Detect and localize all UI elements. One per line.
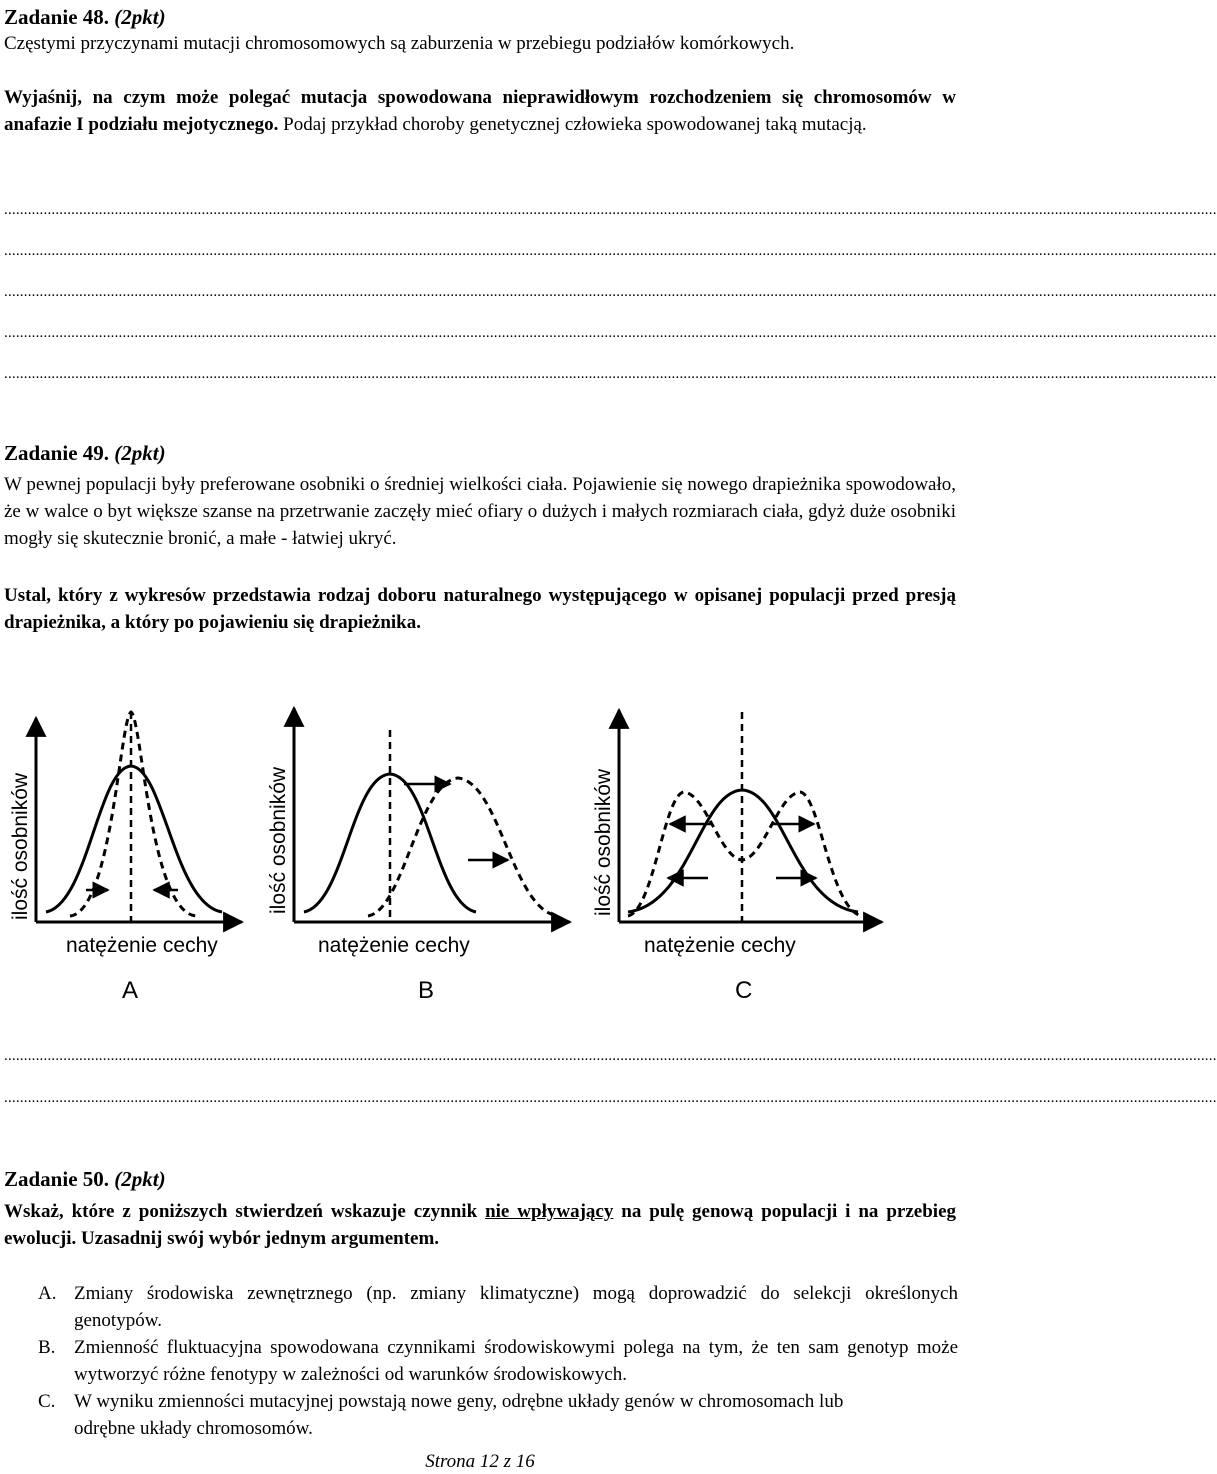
graph-letter: C	[735, 977, 753, 1004]
task-title-text: Zadanie 50.	[4, 1167, 110, 1191]
option-letter: B.	[38, 1337, 56, 1358]
option-text: Zmiany środowiska zewnętrznego (np. zmiany klimatyczne) mogą doprowadzić do selekcji określonych genotypów.	[74, 1283, 958, 1331]
option-letter: A.	[38, 1283, 57, 1304]
task-49-title	[4, 440, 166, 466]
task-points: (2pkt)	[114, 5, 166, 29]
answer-line[interactable]: ...................................................................................................................................................................................................................................................................................................................	[4, 1090, 1217, 1106]
option-text: Zmienność fluktuacyjna spowodowana czynnikami środowiskowymi polega na tym, że ten sam genotyp może wytworzyć różne fenotypy w zależności od warunków środowiskowych.	[74, 1337, 958, 1385]
question-part-pre: Wskaż, które z poniższych stwierdzeń wskazuje czynnik	[4, 1201, 478, 1222]
graph-letter: B	[418, 977, 435, 1004]
task-49-text	[4, 471, 956, 552]
x-axis-label: natężenie cechy	[644, 934, 796, 957]
answer-line[interactable]: ...................................................................................................................................................................................................................................................................................................................	[4, 284, 1217, 300]
question-part-post: na pulę genową populacji i na przebieg ewolucji.	[4, 1201, 957, 1249]
graph-letter: A	[122, 977, 139, 1004]
task-50-question	[4, 1198, 956, 1252]
task-48-question	[4, 84, 956, 138]
narrowed-curve	[70, 712, 196, 916]
text-part-2: Pojawienie się nowego drapieżnika spowodowało, że w walce o byt większe szanse na przetrwanie zaczęły mieć ofiary o dużych i małych rozmiarach ciała, gdyż duże osobniki mogły się skutecznie bronić, a małe - łatwiej ukryć.	[4, 474, 957, 549]
selection-graphs	[0, 690, 960, 1010]
task-points: (2pkt)	[114, 1167, 166, 1191]
y-axis-label: ilość osobników	[267, 766, 290, 914]
task-title-text: Zadanie 48.	[4, 5, 110, 29]
distribution-curve	[46, 766, 222, 912]
question-part-b: Podaj przykład choroby genetycznej człowieka spowodowanej taką mutacją.	[283, 114, 867, 135]
page-number: Strona 12 z 16	[425, 1451, 535, 1472]
shifted-curve	[368, 778, 558, 916]
answer-line[interactable]: ...................................................................................................................................................................................................................................................................................................................	[4, 202, 1217, 218]
graph-b	[267, 708, 570, 1004]
question-part-b: Uzasadnij swój wybór jednym argumentem.	[81, 1228, 440, 1249]
graph-a	[9, 712, 242, 1004]
text-part-1: W pewnej populacji były preferowane osobniki o średniej wielkości ciała.	[4, 474, 568, 495]
answer-line[interactable]: ...................................................................................................................................................................................................................................................................................................................	[4, 366, 1217, 382]
x-axis-label: natężenie cechy	[66, 934, 218, 957]
task-points: (2pkt)	[114, 441, 166, 465]
option-text: W wyniku zmienności mutacyjnej powstają nowe geny, odrębne układy genów w chromosomach lub odrębne układy chromosomów.	[74, 1391, 844, 1439]
option-letter: C.	[38, 1391, 56, 1412]
answer-line[interactable]: ...................................................................................................................................................................................................................................................................................................................	[4, 243, 1217, 259]
y-axis-label: ilość osobników	[9, 772, 32, 920]
answer-line[interactable]: ...................................................................................................................................................................................................................................................................................................................	[4, 325, 1217, 341]
answer-line[interactable]: ...................................................................................................................................................................................................................................................................................................................	[4, 1048, 1217, 1064]
task-49-question: Ustal, który z wykresów przedstawia rodzaj doboru naturalnego występującego w opisanej populacji przed presją drapieżnika, a który po pojawieniu się drapieżnika.	[4, 585, 956, 633]
graph-c	[592, 710, 882, 1004]
question-underlined: nie wpływający	[485, 1201, 614, 1222]
task-title-text: Zadanie 49.	[4, 441, 110, 465]
y-axis-label: ilość osobników	[592, 768, 615, 916]
task-48-title	[4, 4, 166, 30]
question-part-a: Wyjaśnij, na czym może polegać mutacja spowodowana nieprawidłowym rozchodzeniem się chromosomów w anafazie I podziału mejotycznego.	[4, 87, 956, 135]
task-48-intro: Częstymi przyczynami mutacji chromosomowych są zaburzenia w przebiegu podziałów komórkowych.	[4, 33, 795, 54]
task-50-title	[4, 1166, 166, 1192]
x-axis-label: natężenie cechy	[318, 934, 470, 957]
